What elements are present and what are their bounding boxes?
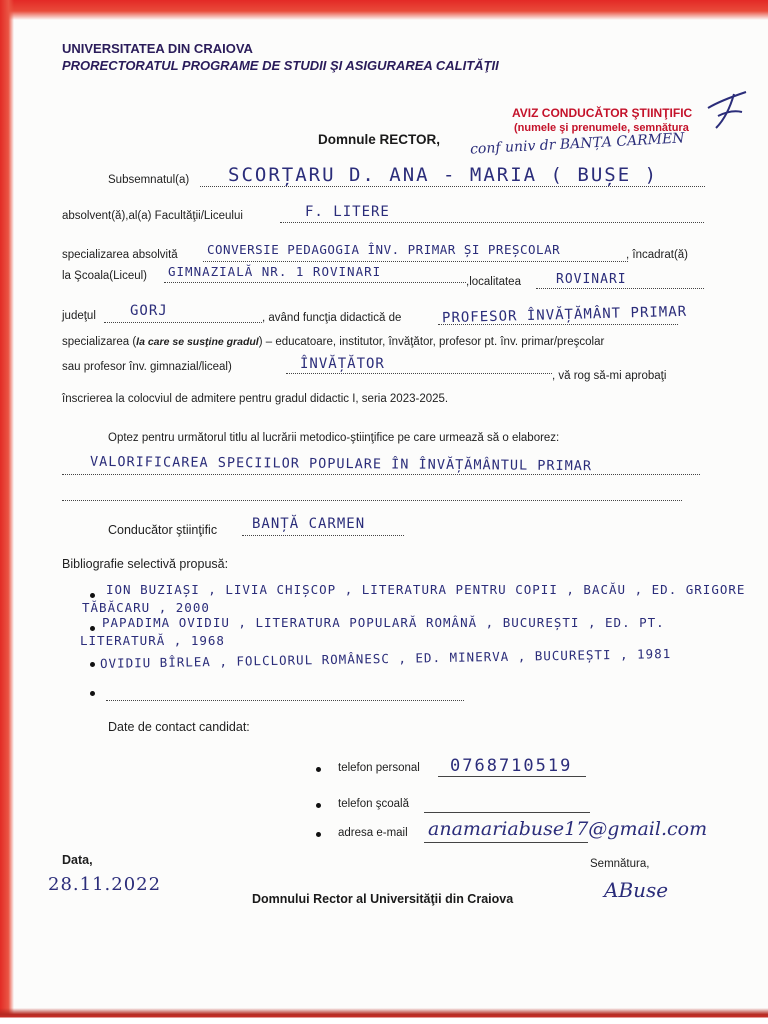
absolvent-label: absolvent(ă),al(a) Facultăţii/Liceului [62,210,243,222]
functia-label: , având funcţia didactică de [262,312,402,324]
inscriere-text: înscrierea la colocviul de admitere pentru gradul didactic I, seria 2023-2025. [62,393,449,405]
email-label: adresa e-mail [338,827,408,839]
university-name: UNIVERSITATEA DIN CRAIOVA [62,41,253,56]
spec2-label: specializarea ( [62,336,137,348]
bullet [316,803,321,808]
signature-value: ABuse [604,878,669,902]
localitatea-label: ,localitatea [466,276,521,288]
subsemnatul-value: SCORȚARU D. ANA - MARIA ( BUȘE ) [228,164,659,186]
contact-label: Date de contact candidat: [108,720,250,734]
functia-value: PROFESOR ÎNVĂȚĂMÂNT PRIMAR [441,303,688,327]
red-top-edge [0,0,768,20]
thesis-title: VALORIFICAREA SPECIILOR POPULARE ÎN ÎNVĂȚĂMÂNTUL PRIMAR [89,453,593,475]
bib-item-1-line2: TĂBĂCARU , 2000 [82,600,210,615]
bullet [90,662,95,667]
addressee: Domnului Rector al Universităţii din Craiova [252,892,514,906]
bullet [316,832,321,837]
bullet [90,626,95,631]
prof-value: ÎNVĂȚĂTOR [300,356,385,372]
specializare-value: CONVERSIE PEDAGOGIA ÎNV. PRIMAR ȘI PREȘCOLAR [207,242,561,257]
spec2-rest: ) – educatoare, institutor, învăţător, profesor pt. înv. primar/preşcolar [258,336,605,348]
advisor-value: BANȚĂ CARMEN [252,516,366,532]
advisor-approval-handwritten: conf univ dr BANȚA CARMEN [469,130,685,158]
subsemnatul-label: Subsemnatul(a) [108,174,190,186]
judetul-value: GORJ [130,303,168,319]
red-bottom-edge [0,1008,768,1024]
red-left-edge [0,0,14,1024]
advisor-approval-note: (numele şi prenumele, semnătura [514,122,689,134]
judetul-label: judeţul [62,310,96,322]
prof-label: sau profesor înv. gimnazial/liceal) [62,361,232,373]
signature-label: Semnătura, [590,858,650,870]
salutation: Domnule RECTOR, [318,132,441,147]
bullet [90,691,95,696]
prorectorate-name: PRORECTORATUL PROGRAME DE STUDII ŞI ASIGURAREA CALITĂŢII [62,58,499,73]
spec2-line [62,336,604,348]
email-value: anamariabuse17@gmail.com [428,818,708,840]
thesis-prompt: Optez pentru următorul titlu al lucrării metodico-ştiinţifice pe care urmează să o elaborez: [108,432,560,444]
bullet [90,593,95,598]
specializare-label: specializarea absolvită [62,249,178,261]
bib-item-2-line2: LITERATURĂ , 1968 [80,633,225,648]
bib-item-1-line1: ION BUZIAȘI , LIVIA CHIȘCOP , LITERATURA PENTRU COPII , BACĂU , ED. GRIGORE [106,582,746,597]
bullet [316,767,321,772]
incadrat-label: , încadrat(ă) [626,249,688,261]
bib-item-2-line1: PAPADIMA OVIDIU , LITERATURA POPULARĂ ROMÂNĂ , BUCUREȘTI , ED. PT. [102,615,665,630]
rog-label: , vă rog să-mi aprobaţi [552,370,667,382]
scoala-value: GIMNAZIALĂ NR. 1 ROVINARI [168,264,382,279]
phone-value: 0768710519 [450,756,573,776]
school-phone-label: telefon şcoală [338,798,409,810]
scoala-label: la Şcoala(Liceul) [62,270,148,282]
date-label: Data, [62,853,93,867]
phone-label: telefon personal [338,762,420,774]
advisor-approval-title: AVIZ CONDUCĂTOR ŞTIINŢIFIC [512,106,693,120]
date-value: 28.11.2022 [48,874,162,895]
advisor-label: Conducător ştiinţific [108,523,218,537]
bibliography-label: Bibliografie selectivă propusă: [62,557,229,571]
spec2-italic: la care se susţine gradul [136,336,259,348]
advisor-signature-icon [704,88,752,132]
localitatea-value: ROVINARI [556,272,627,287]
absolvent-value: F. LITERE [305,204,390,220]
bib-item-3-line1: OVIDIU BÎRLEA , FOLCLORUL ROMÂNESC , ED. MINERVA , BUCUREȘTI , 1981 [99,646,672,671]
